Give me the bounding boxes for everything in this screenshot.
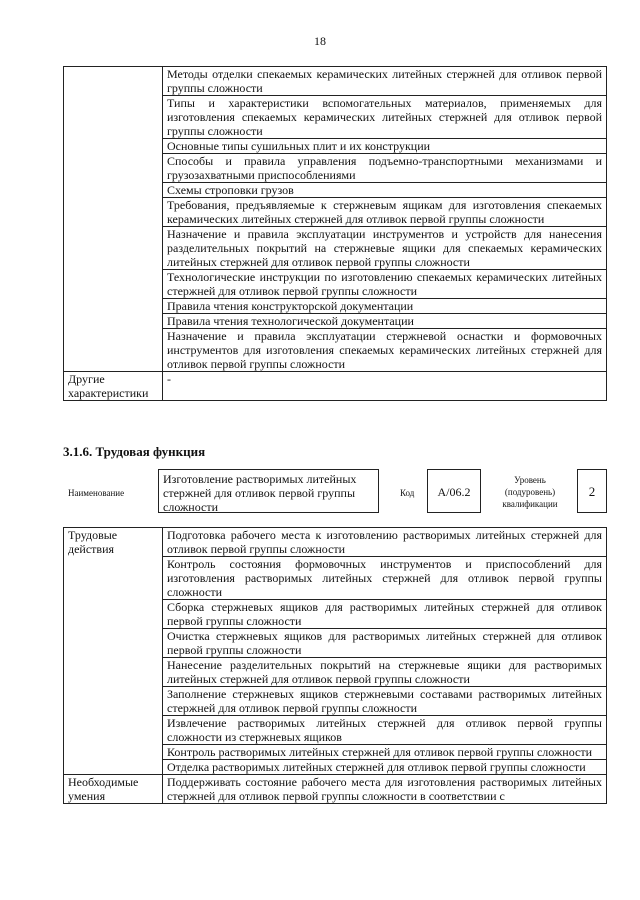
code-value: А/06.2 <box>427 469 481 513</box>
table-row <box>64 775 607 804</box>
level-value: 2 <box>577 469 607 513</box>
skill-item: Поддерживать состояние рабочего места для изготовления растворимых литейных стержней для отливок первой группы сложности в соответствии с <box>163 775 607 804</box>
table-row <box>64 67 607 96</box>
knowledge-item: Основные типы сушильных плит и их конструкции <box>163 139 607 154</box>
knowledge-item: Назначение и правила эксплуатации инструментов и устройств для нанесения разделительных покрытий на стержневые ящики для спекаемых керамических литейных стержней для отливок первой группы сложности <box>163 227 607 270</box>
knowledge-item: Требования, предъявляемые к стержневым ящикам для изготовления спекаемых керамических литейных стержней для отливок первой группы сложности <box>163 198 607 227</box>
knowledge-item: Назначение и правила эксплуатации стержневой оснастки и формовочных инструментов для изготовления спекаемых керамических литейных стержней для отливок первой группы сложности <box>163 329 607 372</box>
knowledge-item: Схемы строповки грузов <box>163 183 607 198</box>
action-item: Нанесение разделительных покрытий на стержневые ящики для растворимых литейных стержней для отливок первой группы сложности <box>163 658 607 687</box>
knowledge-item: Технологические инструкции по изготовлению спекаемых керамических литейных стержней для отливок первой группы сложности <box>163 270 607 299</box>
other-characteristics-value: - <box>163 372 607 401</box>
knowledge-item: Методы отделки спекаемых керамических литейных стержней для отливок первой группы сложности <box>163 67 607 96</box>
actions-table <box>63 527 607 804</box>
code-label: Код <box>400 488 415 498</box>
page-number: 18 <box>314 34 326 48</box>
action-item: Заполнение стержневых ящиков стержневыми составами растворимых литейных стержней для отливок первой группы сложности <box>163 687 607 716</box>
action-item: Контроль растворимых литейных стержней для отливок первой группы сложности <box>163 745 607 760</box>
actions-label: Трудовые действия <box>64 528 163 775</box>
section-title: 3.1.6. Трудовая функция <box>63 444 206 459</box>
knowledge-label-cell <box>64 67 163 372</box>
skills-label: Необходимые умения <box>64 775 163 804</box>
knowledge-item: Типы и характеристики вспомогательных материалов, применяемых для изготовления спекаемых керамических литейных стержней для отливок первой группы сложности <box>163 96 607 139</box>
knowledge-item: Правила чтения технологической документации <box>163 314 607 329</box>
action-item: Извлечение растворимых литейных стержней для отливок первой группы сложности из стержневых ящиков <box>163 716 607 745</box>
action-item: Очистка стержневых ящиков для растворимых литейных стержней для отливок первой группы сложности <box>163 629 607 658</box>
knowledge-table <box>63 66 607 401</box>
name-label: Наименование <box>68 488 125 498</box>
knowledge-item: Правила чтения конструкторской документации <box>163 299 607 314</box>
function-meta <box>0 464 640 520</box>
action-item: Подготовка рабочего места к изготовлению растворимых литейных стержней для отливок первой группы сложности <box>163 528 607 557</box>
name-value: Изготовление растворимых литейных стержней для отливок первой группы сложности <box>158 469 379 513</box>
level-label: Уровень (подуровень) квалификации <box>502 475 558 509</box>
action-item: Сборка стержневых ящиков для растворимых литейных стержней для отливок первой группы сложности <box>163 600 607 629</box>
action-item: Контроль состояния формовочных инструментов и приспособлений для изготовления растворимых литейных стержней для отливок первой группы сложности <box>163 557 607 600</box>
action-item: Отделка растворимых литейных стержней для отливок первой группы сложности <box>163 760 607 775</box>
table-row <box>64 528 607 557</box>
table-row <box>64 372 607 401</box>
other-characteristics-label: Другие характеристики <box>64 372 163 401</box>
knowledge-item: Способы и правила управления подъемно-транспортными механизмами и грузозахватными приспособлениями <box>163 154 607 183</box>
